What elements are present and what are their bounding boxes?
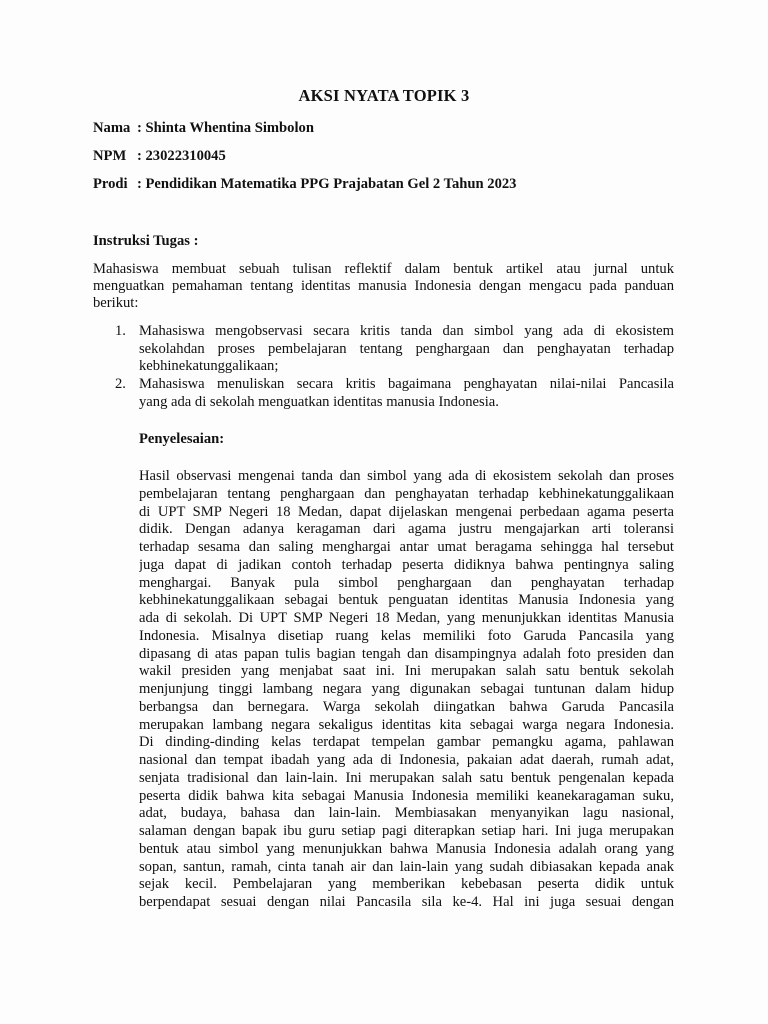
identity-row-nama bbox=[93, 119, 314, 137]
text-line: Indonesia. Misalnya disetiap ruang kelas memiliki foto Garuda Pancasila yang bbox=[139, 627, 674, 644]
solution-heading: Penyelesaian: bbox=[139, 431, 225, 447]
text-line: berbangsa dan bernegara. Warga sekolah diingatkan bahwa Garuda Pancasila bbox=[139, 698, 674, 715]
text-line: Mahasiswa menuliskan secara kritis bagaimana penghayatan nilai-nilai Pancasila bbox=[139, 376, 674, 392]
text-line: adat, budaya, bahasa dan lain-lain. Membiasakan menyanyikan lagu nasional, bbox=[139, 805, 674, 822]
text-line: kebhinekatunggalikaan sebagai bentuk penguatan identitas Manusia Indonesia yang bbox=[139, 592, 674, 609]
text-line: sejak kecil. Pembelajaran yang memberikan kebebasan peserta didik untuk bbox=[139, 876, 674, 893]
list-number: 2. bbox=[115, 376, 126, 392]
text-line: juga dapat di jadikan contoh terhadap peserta didiknya bahwa pentingnya saling bbox=[139, 556, 674, 573]
identity-value: : Shinta Whentina Simbolon bbox=[137, 120, 314, 136]
text-line: berpendapat sesuai dengan nilai Pancasila sila ke-4. Hal ini juga sesuai dengan bbox=[139, 894, 674, 910]
text-line: di UPT SMP Negeri 18 Medan, dapat dijelaskan mengenai perbedaan agama peserta bbox=[139, 503, 674, 520]
text-line: Hasil observasi mengenai tanda dan simbol yang ada di ekosistem sekolah dan proses bbox=[139, 468, 674, 484]
list-number: 1. bbox=[115, 323, 126, 339]
identity-row-prodi bbox=[93, 175, 516, 193]
text-line: Mahasiswa membuat sebuah tulisan reflektif dalam bentuk artikel atau jurnal untuk bbox=[93, 261, 674, 277]
text-line: ada di sekolah. Di UPT SMP Negeri 18 Medan, yang menunjukkan identitas Manusia bbox=[139, 610, 674, 626]
text-line: menghargai. Banyak pula simbol penghargaan dan penghayatan terhadap bbox=[139, 574, 674, 591]
text-line: kebhinekatunggalikaan; bbox=[139, 358, 279, 374]
identity-value: : Pendidikan Matematika PPG Prajabatan Gel 2 Tahun 2023 bbox=[137, 176, 517, 192]
identity-label: Prodi bbox=[93, 176, 128, 192]
text-line: wakil presiden yang menjabat saat ini. Ini merupakan salah satu bentuk sekolah bbox=[139, 663, 674, 680]
text-line: terhadap sesama dan saling menghargai antar umat beragama sehingga hal tersebut bbox=[139, 539, 674, 555]
text-line: sopan, santun, ramah, cinta tanah air dan lain-lain yang sudah dibiasakan kepada anak bbox=[139, 858, 674, 875]
text-line: menjunjung tinggi lambang negara yang digunakan sebagai tuntunan dalam hidup bbox=[139, 681, 674, 697]
text-line: senjata tradisional dan lain-lain. Ini merupakan salah satu bentuk pengenalan kepada bbox=[139, 769, 674, 786]
identity-row-npm bbox=[93, 147, 226, 165]
text-line: bentuk atau simbol yang menunjukkan bahwa Manusia Indonesia adalah orang yang bbox=[139, 840, 674, 857]
text-line: menguatkan pemahaman tentang identitas manusia Indonesia dengan mengacu pada panduan bbox=[93, 278, 674, 294]
text-line: merupakan lambang negara sekaligus identitas kita sebagai warga negara Indonesia. bbox=[139, 716, 674, 733]
text-line: pembelajaran tentang penghargaan dan penghayatan terhadap kebhinekatunggalikaan bbox=[139, 485, 674, 502]
text-line: yang ada di sekolah menguatkan identitas manusia Indonesia. bbox=[139, 394, 499, 410]
text-line: berikut: bbox=[93, 295, 139, 311]
text-line: nasional dan tempat ibadah yang ada di Indonesia, pakaian adat daerah, rumah adat, bbox=[139, 752, 674, 768]
text-line: salaman dengan bapak ibu guru setiap pagi diterapkan setiap hari. Ini juga merupakan bbox=[139, 823, 674, 839]
document-title: AKSI NYATA TOPIK 3 bbox=[298, 86, 470, 105]
text-line: Mahasiswa mengobservasi secara kritis tanda dan simbol yang ada di ekosistem bbox=[139, 323, 674, 339]
identity-value: : 23022310045 bbox=[137, 148, 226, 164]
text-line: Di dinding-dinding kelas terdapat tempelan gambar pemangku agama, pahlawan bbox=[139, 734, 674, 751]
instruction-heading: Instruksi Tugas : bbox=[93, 233, 199, 249]
identity-label: NPM bbox=[93, 148, 127, 164]
text-line: peserta didik bahwa kita sebagai Manusia Indonesia memiliki keanekaragaman suku, bbox=[139, 787, 674, 804]
text-line: dipasang di atas papan tulis bagian tengah dan disampingnya adalah foto presiden dan bbox=[139, 645, 674, 662]
text-line: sekolahdan proses pembelajaran tentang penghargaan dan penghayatan terhadap bbox=[139, 341, 674, 357]
text-line: didik. Dengan adanya keragaman dari agama justru mengajarkan arti toleransi bbox=[139, 521, 674, 538]
identity-label: Nama bbox=[93, 120, 131, 136]
